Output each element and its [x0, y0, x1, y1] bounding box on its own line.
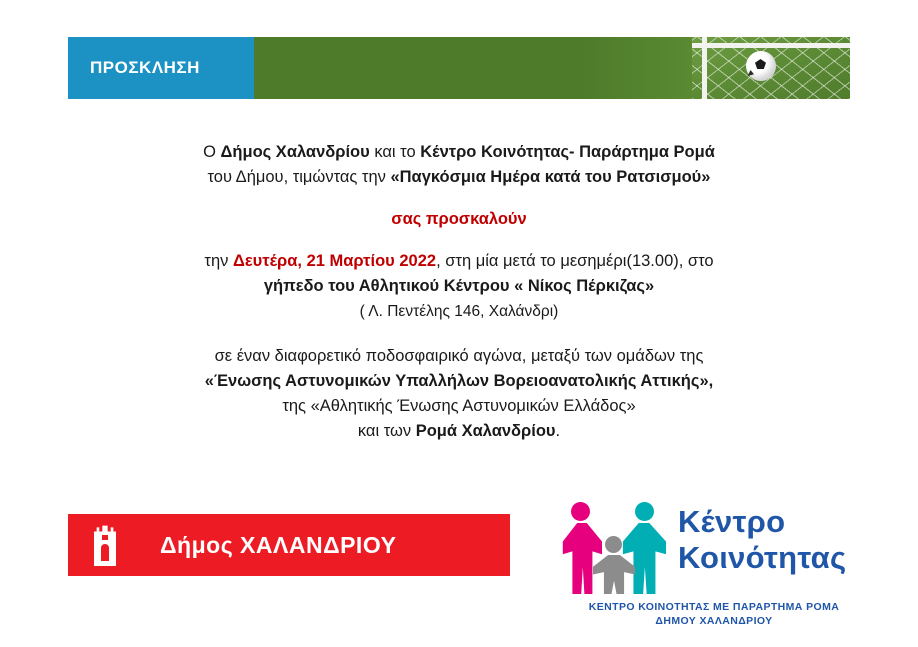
team-1: «Ένωσης Αστυνομικών Υπαλλήλων Βορειοανατολικής Αττικής», — [204, 372, 714, 390]
community-center-logo — [560, 496, 860, 626]
line3-part-b: , στη μία μετά το μεσημέρι(13.00), στο — [436, 252, 714, 270]
spacer-2 — [0, 232, 918, 249]
match-description: σε έναν διαφορετικό ποδοσφαιρικό αγώνα, μεταξύ των ομάδων της — [214, 347, 704, 365]
invitation-address — [0, 299, 918, 324]
invitation-body — [0, 140, 918, 444]
header-green-band — [254, 37, 850, 99]
header-tab-label: ΠΡΟΣΚΛΗΣΗ — [90, 58, 200, 77]
line2-day-title: «Παγκόσμια Ημέρα κατά του Ρατσισμού» — [390, 168, 711, 186]
invitation-venue — [0, 274, 918, 299]
figure-teal-head — [635, 502, 654, 521]
invitation-line-8 — [0, 394, 918, 419]
call-to-action-text: σας προσκαλούν — [391, 210, 527, 228]
figure-grey-head — [605, 536, 622, 553]
invitation-line-7 — [0, 369, 918, 394]
line3-part-a: την — [204, 252, 233, 270]
team-2: της «Αθλητικής Ένωσης Αστυνομικών Ελλάδος» — [282, 397, 636, 415]
line9-part-a: και των — [357, 422, 416, 440]
venue-address: ( Λ. Πεντέλης 146, Χαλάνδρι) — [359, 303, 559, 320]
community-center-subtitle — [568, 600, 860, 628]
tower-emblem-icon — [68, 514, 142, 576]
municipality-logo-bar — [68, 514, 510, 576]
tower-door — [101, 544, 109, 561]
spacer-1 — [0, 190, 918, 207]
community-center-title-line1: Κέντρο — [678, 504, 786, 539]
invitation-line-6 — [0, 344, 918, 369]
goal-post — [702, 37, 707, 99]
spacer-3 — [0, 324, 918, 344]
line2-part-a: του Δήμου, τιμώντας την — [207, 168, 391, 186]
people-figures-icon — [560, 502, 668, 594]
figure-grey-icon — [593, 536, 635, 594]
community-center-title — [678, 504, 846, 576]
line9-period: . — [555, 422, 561, 440]
community-center-subtitle-line2: ΔΗΜΟΥ ΧΑΛΑΝΔΡΙΟΥ — [655, 615, 773, 627]
invitation-line-3 — [0, 249, 918, 274]
goal-crossbar — [692, 43, 850, 48]
invitation-call-to-action — [0, 207, 918, 232]
team-3: Ρομά Χαλανδρίου — [415, 422, 556, 440]
goal-net-icon — [692, 37, 850, 99]
header-banner — [68, 37, 850, 99]
line1-part-a: Ο — [203, 143, 221, 161]
header-tab — [68, 37, 254, 99]
invitation-line-2 — [0, 165, 918, 190]
soccer-ball-icon — [746, 51, 776, 81]
venue-name: γήπεδο του Αθλητικού Κέντρου « Νίκος Πέρκιζας» — [263, 277, 655, 295]
figure-grey-body — [593, 555, 635, 594]
line1-part-c: και το — [369, 143, 421, 161]
tower-window — [102, 535, 108, 540]
municipality-label: Δήμος ΧΑΛΑΝΔΡΙΟΥ — [160, 531, 397, 558]
community-center-subtitle-line1: ΚΕΝΤΡΟ ΚΟΙΝΟΤΗΤΑΣ ΜΕ ΠΑΡΑΡΤΗΜΑ ΡΟΜΑ — [588, 601, 840, 613]
line1-center: Κέντρο Κοινότητας- Παράρτημα Ρομά — [420, 143, 715, 161]
event-date: Δευτέρα, 21 Μαρτίου 2022 — [232, 252, 437, 270]
line1-municipality: Δήμος Χαλανδρίου — [220, 143, 370, 161]
community-center-title-line2: Κοινότητας — [678, 540, 847, 575]
figure-magenta-head — [571, 502, 590, 521]
invitation-line-9 — [0, 419, 918, 444]
invitation-line-1 — [0, 140, 918, 165]
